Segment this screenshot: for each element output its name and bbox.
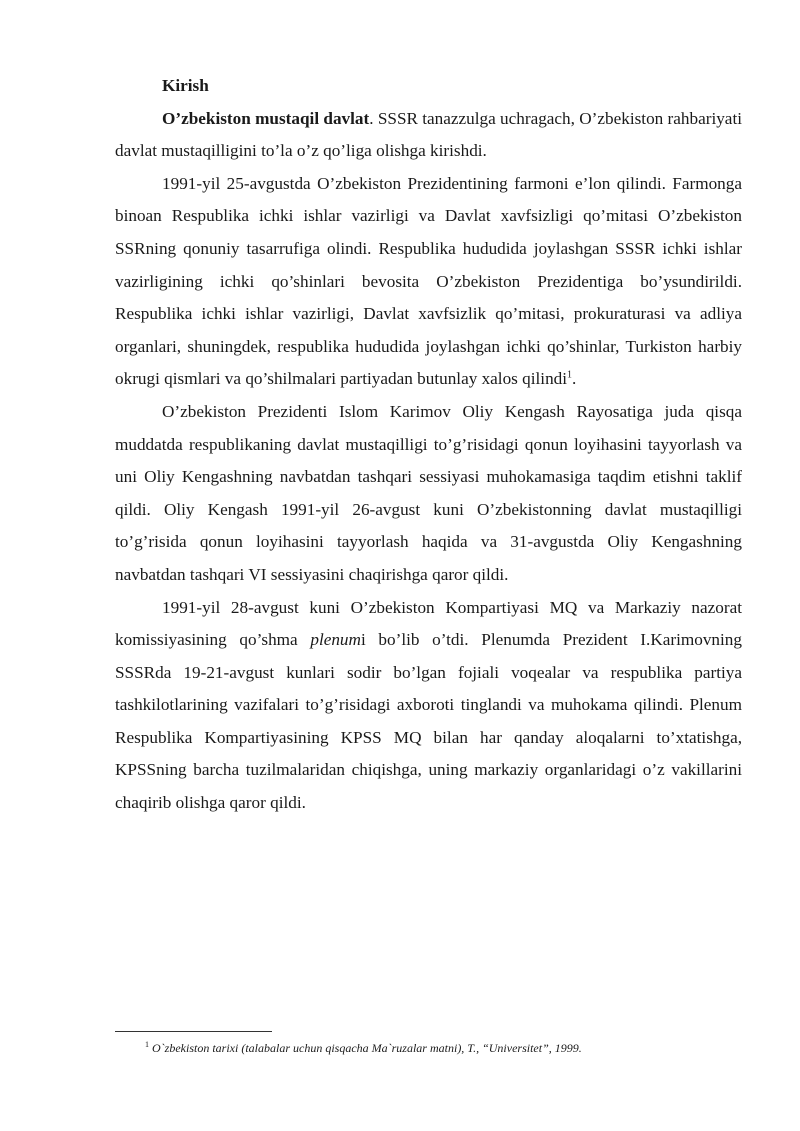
- footnote-number: 1: [145, 1040, 149, 1049]
- footnote-reference[interactable]: 1: [567, 369, 573, 381]
- paragraph-2-end: .: [572, 369, 577, 389]
- paragraph-1-lead: O’zbekiston mustaqil davlat: [162, 108, 370, 128]
- paragraph-1: [115, 103, 742, 168]
- paragraph-3: O’zbekiston Prezidenti Islom Karimov Oliy Kengash Rayosatiga juda qisqa muddatda respublikaning davlat mustaqilligi to’g’risidagi qonun loyihasini tayyorlash va uni Oliy Kengashning navbatdan tashqari sessiyasi muhokamasiga taqdim etishni taklif qildi. Oliy Kengash 1991-yil 26-avgust kuni O’zbekistonning davlat mustaqilligi to’g’risida qonun loyihasini tayyorlash haqida va 31-avgustda Oliy Kengashning navbatdan tashqari VI sessiyasini chaqirishga qaror qildi.: [115, 401, 742, 584]
- paragraph-2: [115, 168, 742, 396]
- footnote-text: O`zbekiston tarixi (talabalar uchun qisqacha Ma`ruzalar matni), T., “Universitet”, 1999.: [149, 1041, 582, 1055]
- paragraph-2-text: 1991-yil 25-avgustda O’zbekiston Prezidentining farmoni e’lon qilindi. Farmonga binoan Respublika ichki ishlar vazirligi va Davlat xavfsizligi qo’mitasi O’zbekiston SSRning qonuniy tasarrufiga olindi. Respublika hududida joylashgan SSSR ichki ishlar vazirligining ichki qo’shinlari bevosita O’zbekiston Prezidentiga bo’ysundirildi. Respublika ichki ishlar vazirligi, Davlat xavfsizlik qo’mitasi, prokuraturasi va adliya organlari, shuningdek, respublika hududida joylashgan ichki qo’shinlar, Turkiston harbiy okrugi qismlari va qo’shilmalari partiyadan butunlay xalos qilindi: [115, 173, 742, 389]
- footnote-divider: [115, 1031, 272, 1032]
- document-body: [115, 70, 742, 820]
- section-heading: Kirish: [162, 76, 209, 95]
- paragraph-4-text-after: i bo’lib o’tdi. Plenumda Prezident I.Karimovning SSSRda 19-21-avgust kunlari sodir bo’lgan fojiali voqealar va respublika partiya tashkilotlarining vazifalari to’g’risidagi axboroti tinglandi va muhokama qilindi. Plenum Respublika Kompartiyasining KPSS MQ bilan har qanday aloqalarni to’xtatishga, KPSSning barcha tuzilmalaridan chiqishga, uning markaziy organlaridagi o’z vakillarini chaqirib olishga qaror qildi.: [115, 630, 742, 813]
- footnote: [145, 1040, 745, 1056]
- paragraph-4-text-before: 1991-yil 28-avgust kuni O’zbekiston Kompartiyasi MQ va Markaziy nazorat komissiyasining qo’shma: [115, 597, 742, 650]
- paragraph-4-italic-word: plenum: [310, 630, 361, 650]
- paragraph-1-text: . SSSR tanazzulga uchragach, O’zbekiston rahbariyati davlat mustaqilligini to’la o’z qo’liga olishga kirishdi.: [115, 108, 742, 161]
- paragraph-4: [115, 592, 742, 820]
